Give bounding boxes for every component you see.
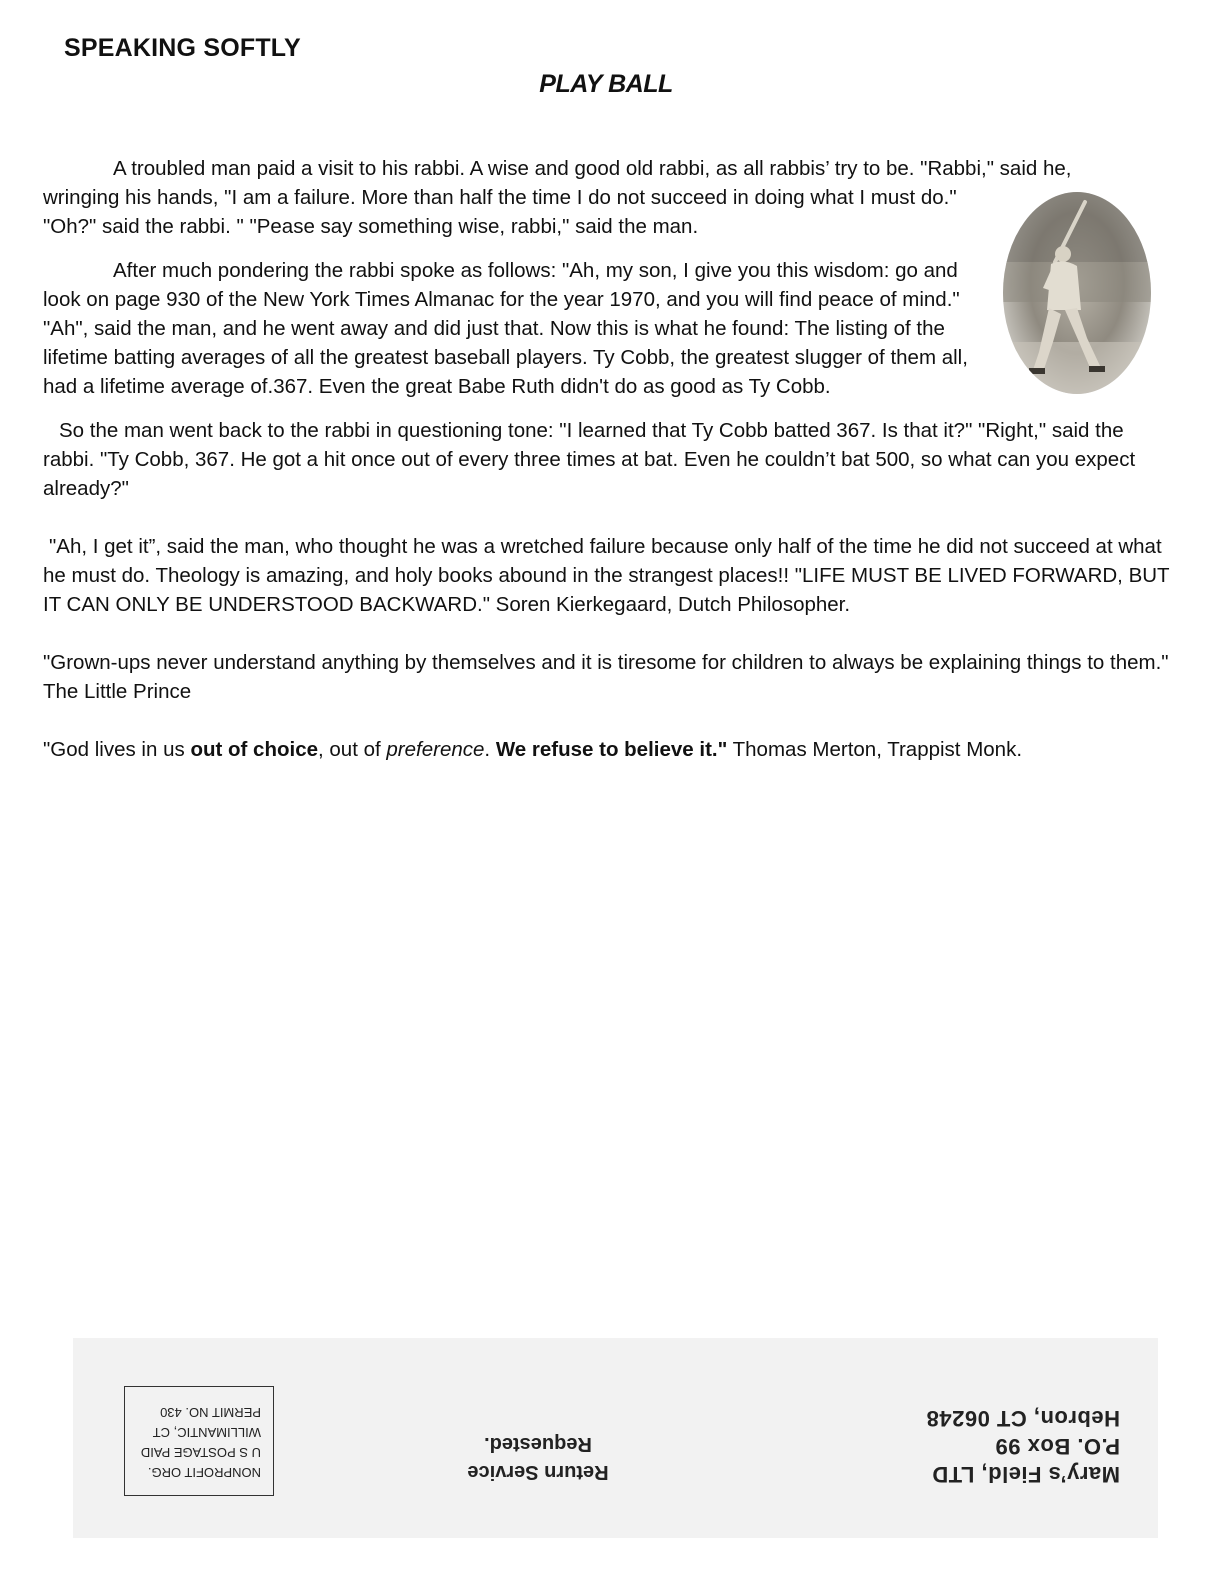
return-address-line: Mary’s Field, LTD [931,1462,1120,1487]
return-address [926,1404,1120,1488]
paragraph-6: "God lives in us out of choice, out of preference. We refuse to believe it." Thomas Merton, Trappist Monk. [43,738,1023,761]
baseball-player-icon [1003,192,1151,394]
permit-line: U S POSTAGE PAID [140,1445,261,1460]
section-title: SPEAKING SOFTLY [64,34,301,62]
return-address-line: P.O. Box 99 [995,1434,1120,1459]
paragraph-1 [43,154,1072,212]
paragraph-4: "Ah, I get it”, said the man, who thought he was a wretched failure because only half of the time he did not succeed at what he must do. Theology is amazing, and holy books abound in the strangest places!! "LIFE MUST BE LIVED FORWARD, BUT IT CAN ONLY BE UNDERSTOOD BACKWARD." Soren Kierkegaard, Dutch Philosopher. [43,535,1170,616]
permit-line: WILLIMANTIC, CT [152,1425,261,1440]
paragraph-1-rest: wringing his hands, "I am a failure. More than half the time I do not succeed in doing what I must do." [43,186,957,209]
article-body [43,154,1173,764]
permit-line: NONPROFIT ORG. [147,1465,261,1480]
paragraph-1b: "Oh?" said the rabbi. " "Pease say something wise, rabbi," said the man. [43,215,699,238]
paragraph-3: So the man went back to the rabbi in questioning tone: "I learned that Ty Cobb batted 367. Is that it?" "Right," said the rabbi. "Ty Cobb, 367. He got a hit once out of every three times at bat. Even he couldn’t bat 500, so what can you expect already?" [43,419,1136,500]
mailing-panel [73,1338,1158,1538]
paragraph-1-first-line: A troubled man paid a visit to his rabbi. A wise and good old rabbi, as all rabbis’ try to be. "Rabbi," said he, [113,157,1072,180]
mailing-panel-rotated [73,1338,1158,1538]
paragraph-2: After much pondering the rabbi spoke as follows: "Ah, my son, I give you this wisdom: go and look on page 930 of the New York Times Almanac for the year 1970, and you will find peace of mind." "Ah", said the man, and he went away and did just that. Now this is what he found: The listing of the lifetime batting averages of all the greatest baseball players. Ty Cobb, the greatest slugger of them all, had a lifetime average of.367. Even the great Babe Ruth didn't do as good as Ty Cobb. [43,259,968,398]
paragraph-5: "Grown-ups never understand anything by themselves and it is tiresome for children to always be explaining things to them." The Little Prince [43,651,1169,703]
article-title: PLAY BALL [539,70,673,98]
postage-permit-box [124,1386,274,1496]
emphasis-bold: out of choice [190,738,318,761]
permit-line: PERMIT NO. 430 [160,1405,261,1420]
emphasis-italic: preference [386,738,485,761]
return-address-line: Hebron, CT 06248 [926,1406,1120,1431]
baseball-player-photo [1003,192,1151,394]
return-service-requested: Return Service Requested. [467,1433,609,1483]
emphasis-bold: We refuse to believe it." [495,738,728,761]
